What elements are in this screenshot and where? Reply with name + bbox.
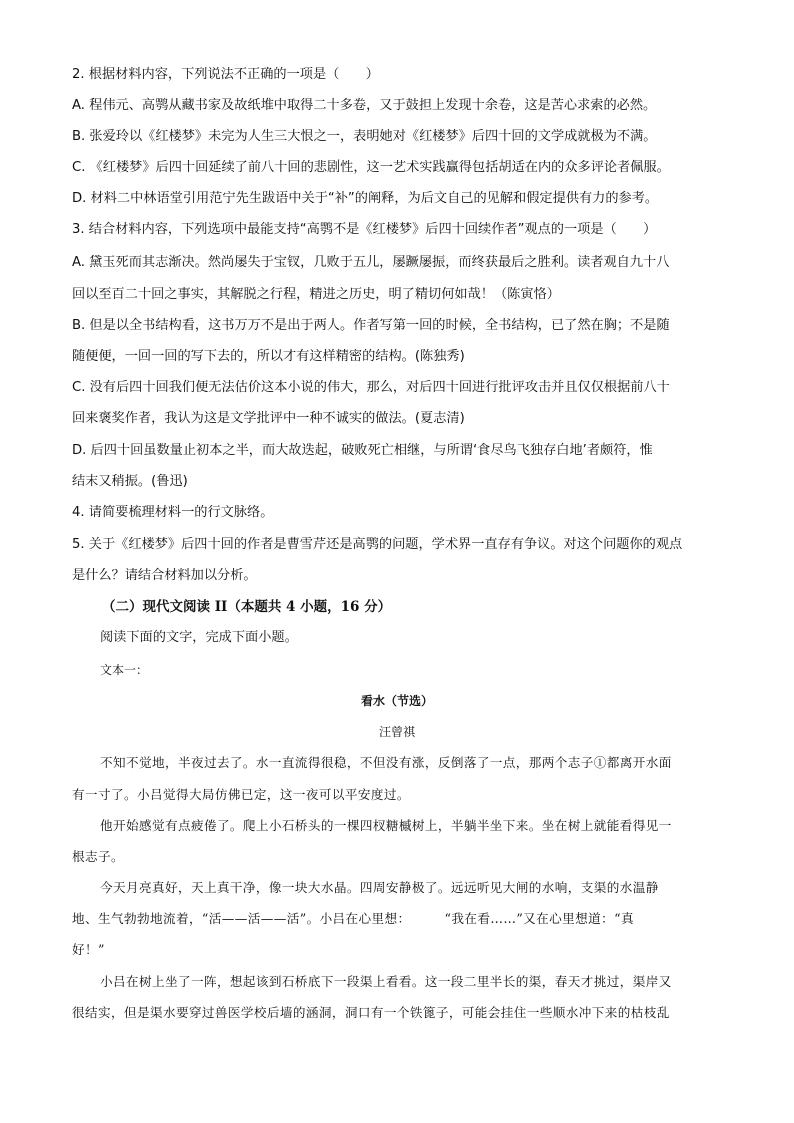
paragraph-3-line3: 好！”	[72, 942, 105, 957]
q3-option-d-line2: 结末又稍振。(鲁迅)	[72, 474, 188, 489]
paragraph-3-line2	[72, 910, 634, 928]
q2-stem: 2. 根据材料内容，下列说法不正确的一项是（ ）	[72, 67, 379, 82]
paragraph-1-line2: 有一寸了。小吕觉得大局仿佛已定，这一夜可以平安度过。	[72, 787, 410, 802]
q2-option-d: D. 材料二中林语堂引用范宁先生跋语中关于“补”的阐释，为后文自己的见解和假定提供有力的参考。	[72, 191, 659, 206]
q5-line2: 是什么？请结合材料加以分析。	[72, 568, 257, 583]
paragraph-4-line1: 小吕在树上坐了一阵，想起该到石桥底下一段渠上看看。这一段二里半长的渠，春天才挑过，渠岸又	[100, 974, 672, 989]
reading-instruction: 阅读下面的文字，完成下面小题。	[100, 630, 298, 645]
q3-option-b-line2: 随便便，一回一回的写下去的，所以才有这样精密的结构。(陈独秀)	[72, 349, 465, 364]
q3-option-a-line1: A. 黛玉死而其志渐决。然尚屡失于宝钗，几败于五儿，屡蹶屡振，而终获最后之胜利。读者观自九十八	[72, 255, 670, 270]
q2-option-a: A. 程伟元、高鹗从藏书家及故纸堆中取得二十多卷，又于鼓担上发现十余卷，这是苦心求索的必然。	[72, 98, 657, 113]
q3-option-c-line2: 回来褒奖作者，我认为这是文学批评中一种不诚实的做法。(夏志清)	[72, 411, 465, 426]
article-title: 看水（节选）	[360, 694, 433, 708]
paragraph-3-line2-part1: 地、生气勃勃地流着，“活——活——活”。小吕在心里想：	[72, 911, 411, 926]
q3-option-d-line1: D. 后四十回虽数量止初本之半，而大故迭起，破败死亡相继，与所谓‘食尽鸟飞独存白地’者颇符，惟	[72, 443, 653, 458]
q4-stem: 4. 请简要梳理材料一的行文脉络。	[72, 505, 274, 520]
q2-option-c: C. 《红楼梦》后四十回延续了前八十回的悲剧性，这一艺术实践赢得包括胡适在内的众多评论者佩服。	[72, 160, 670, 175]
paragraph-4-line2: 很结实，但是渠水要穿过兽医学校后墙的涵洞，洞口有一个铁篦子，可能会挂住一些顺水冲下来的枯枝乱	[72, 1005, 670, 1020]
q5-line1: 5. 关于《红楼梦》后四十回的作者是曹雪芹还是高鹗的问题，学术界一直存有争议。对这个问题你的观点	[72, 537, 683, 552]
q3-stem: 3. 结合材料内容，下列选项中最能支持“高鹗不是《红楼梦》后四十回续作者”观点的一项是（ ）	[72, 222, 657, 237]
paragraph-3-line2-part2: “我在看……”又在心里想道：“真	[444, 911, 634, 926]
paragraph-2-line2: 根志子。	[72, 849, 124, 864]
paragraph-1-line1: 不知不觉地，半夜过去了。水一直流得很稳，不但没有涨，反倒落了一点，那两个志子①都离开水面	[100, 755, 672, 770]
article-author: 汪曾祺	[378, 725, 415, 739]
q2-option-b: B. 张爱玲以《红楼梦》未完为人生三大恨之一，表明她对《红楼梦》后四十回的文学成就极为不满。	[72, 129, 657, 144]
section-heading: （二）现代文阅读 II（本题共 4 小题，16 分）	[102, 599, 392, 615]
paragraph-2-line1: 他开始感觉有点疲倦了。爬上小石桥头的一棵四杈糖槭树上，半躺半坐下来。坐在树上就能看得见一	[100, 818, 672, 833]
q3-option-a-line2: 回以至百二十回之事实，其解脱之行程，精进之历史，明了精切何如哉！（陈寅恪）	[72, 287, 560, 302]
text-label: 文本一：	[100, 663, 149, 677]
q3-option-c-line1: C. 没有后四十回我们便无法估价这本小说的伟大，那么，对后四十回进行批评攻击并且仅仅根据前八十	[72, 380, 670, 395]
q3-option-b-line1: B. 但是以全书结构看，这书万万不是出于两人。作者写第一回的时候，全书结构，已了然在胸；不是随	[72, 318, 670, 333]
paragraph-3-line1: 今天月亮真好，天上真干净，像一块大水晶。四周安静极了。远远听见大闸的水响，支渠的水温静	[100, 880, 659, 895]
